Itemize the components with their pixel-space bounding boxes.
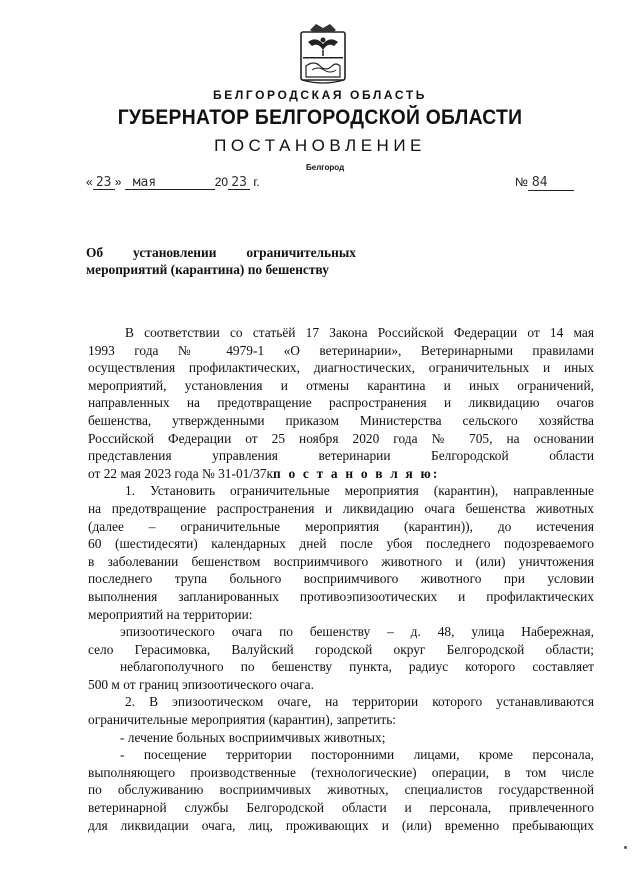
document-body	[88, 324, 594, 834]
date-day: 23	[93, 176, 115, 190]
body-line: (далее – ограничительные мероприятия (карантин)), до истечения	[88, 518, 594, 534]
document-subject	[86, 244, 356, 278]
body-line: бешенства, утвержденными приказом Министерства сельского хозяйства	[88, 412, 594, 428]
date-close-quote: »	[114, 175, 122, 189]
body-line: направленных на предотвращение распространения и ликвидацию очагов	[88, 395, 594, 411]
number-sign: №	[515, 175, 528, 189]
body-line: 2. В эпизоотическом очаге, на территории которого устанавливаются	[125, 694, 594, 710]
document-date	[86, 175, 260, 190]
body-line: 500 м от границ эпизоотического очага.	[88, 676, 314, 692]
body-line: на предотвращение распространения и ликвидацию очага бешенства животных	[88, 500, 594, 516]
body-line: Российской Федерации от 25 ноября 2020 года № 705, на основании	[88, 430, 594, 446]
subject-line-2: мероприятий (карантина) по бешенству	[86, 262, 329, 277]
body-line: В соответствии со статьёй 17 Закона Российской Федерации от 14 мая	[125, 325, 594, 340]
coat-of-arms-emblem	[298, 22, 348, 84]
body-line: ограничительные мероприятия (карантин), запретить:	[88, 712, 397, 728]
body-line: ветеринарной службы Белгородской области и персонала, привлеченного	[88, 800, 594, 816]
resolve-word: п о с т а н о в л я ю:	[272, 465, 440, 481]
body-line: - лечение больных восприимчивых животных;	[120, 729, 386, 745]
body-line: осуществления профилактических, диагностических, ограничительных и иных	[88, 360, 594, 376]
number-value: 84	[528, 175, 574, 191]
body-line: выполнения запланированных противоэпизоотических и профилактических	[88, 588, 594, 604]
region-title: БЕЛГОРОДСКАЯ ОБЛАСТЬ	[213, 88, 427, 102]
body-line: мероприятий на территории:	[88, 606, 253, 622]
scan-speck	[624, 846, 627, 849]
date-month: мая	[125, 176, 215, 190]
date-year-suffix: 23	[228, 176, 250, 190]
body-line: представления управления ветеринарии Белгородской области	[88, 448, 594, 464]
body-line: мероприятий, установления и отмены карантина и иных ограничений,	[88, 377, 594, 393]
date-year-unit: г.	[253, 175, 260, 189]
body-line: последнего трупа больного восприимчивого животного при условии	[88, 571, 594, 587]
body-line: в заболевании бешенством восприимчивого животного и (или) уничтожения	[88, 553, 594, 569]
date-open-quote: «	[86, 175, 93, 189]
body-line: 1993 года № 4979-1 «О ветеринарии», Ветеринарными правилами	[88, 342, 594, 358]
body-line	[88, 465, 594, 483]
body-line: неблагополучного по бешенству пункта, радиус которого составляет	[120, 659, 594, 675]
document-type: ПОСТАНОВЛЕНИЕ	[214, 136, 426, 155]
city-label: Белгород	[306, 163, 345, 172]
body-line: 60 (шестидесяти) календарных дней после убоя последнего подозреваемого	[88, 536, 594, 552]
body-line: - посещение территории посторонними лицами, кроме персонала,	[120, 747, 594, 763]
date-year-prefix: 20	[214, 175, 229, 189]
body-line: выполняющего производственные (технологические) операции, в том числе	[88, 764, 594, 780]
body-line: по обслуживанию восприимчивых животных, специалистов государственной	[88, 782, 594, 798]
body-line: эпизоотического очага по бешенству – д. 48, улица Набережная,	[120, 624, 594, 640]
body-line: село Герасимовка, Валуйский городской округ Белгородской области;	[88, 641, 594, 657]
body-line: для ликвидации очага, лиц, проживающих и (или) временно пребывающих	[88, 817, 594, 833]
body-line: 1. Установить ограничительные мероприятия (карантин), направленные	[125, 483, 594, 499]
subject-line-1: Об установлении ограничительных	[86, 245, 356, 260]
document-number	[515, 175, 574, 191]
governor-title: ГУБЕРНАТОР БЕЛГОРОДСКОЙ ОБЛАСТИ	[117, 106, 523, 129]
basis-reference: от 22 мая 2023 года № 31-01/37к	[88, 465, 273, 481]
